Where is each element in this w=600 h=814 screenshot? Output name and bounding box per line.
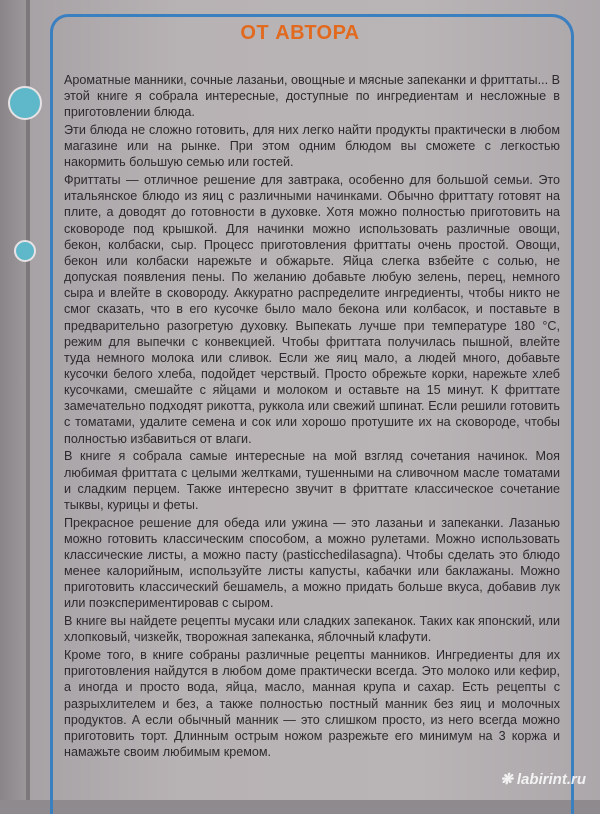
paragraph: Эти блюда не сложно готовить, для них легко найти продукты практически в любом магазине или на рынке. При этом одним блюдом вы сможете с легкостью накормить большую семью или гостей. bbox=[64, 123, 560, 170]
decorative-circle bbox=[8, 86, 42, 120]
page-edge-shadow bbox=[26, 0, 30, 800]
paragraph: В книге вы найдете рецепты мусаки или сладких запеканок. Таких как японский, или хлопковый, чизкейк, творожная запеканка, яблочный клафути. bbox=[64, 614, 560, 645]
watermark bbox=[500, 770, 586, 788]
labirint-logo-icon: ❋ bbox=[500, 771, 513, 788]
paragraph: Кроме того, в книге собраны различные рецепты манников. Ингредиенты для их приготовления найдутся в любом доме практически всегда. Это молоко или кефир, а иногда и просто вода, яйца, масло, манная крупа и сахар. Есть рецепты с разрыхлителем и без, а также полностью постный манник без яиц и молочных продуктов. А если обычный манник — это слишком просто, из него всегда можно приготовить торт. Длинным острым ножом разрежьте его минимум на 3 коржа и намажьте своим любимым кремом. bbox=[64, 648, 560, 759]
paragraph: Фриттаты — отличное решение для завтрака, особенно для большой семьи. Это итальянское блюдо из яиц с различными начинками. Обычно фриттату готовят на плите, а доводят до готовности в духовке. Хотя можно полностью приготовить на сковороде под крышкой. Для начинки можно использовать различные овощи, бекон, колбаски, сыр. Процесс приготовления фриттаты очень простой. Овощи, бекон или колбаски нарежьте и обжарьте. Яйца слегка взбейте с солью, не допуская появления пены. По желанию добавьте любую зелень, перец, немного сыра и влейте в сковороду. Аккуратно распределите ингредиенты, чтобы никто не смог сказать, что в его кусочке было мало бекона или колбасок, и поставьте в предварительно разогретую духовку. Выпекать лучше при температуре 180 °С, режим для выпечки с конвекцией. Чтобы фриттата получилась пышной, влейте туда немного молока или сливок. Если же яиц мало, а людей много, добавьте кусочки белого хлеба, подойдет черствый. Просто обрежьте корки, нарежьте хлеб кусочками, смешайте с яйцами и молоком и оставьте на 15 минут. К фриттате замечательно подходят рикотта, руккола или свежий шпинат. Если решили готовить с томатами, удалите семена и сок или хорошо протушите их на сковороде, чтобы полностью избавиться от влаги. bbox=[64, 173, 560, 446]
watermark-text: labirint.ru bbox=[516, 771, 586, 788]
page-gutter bbox=[0, 0, 26, 800]
decorative-circle-small bbox=[14, 240, 36, 262]
paragraph: В книге я собрала самые интересные на мой взгляд сочетания начинок. Моя любимая фриттата с целыми желтками, тушенными на сливочном масле томатами и сладким перцем. Также интересно звучит в фриттате классическое сочетание тыквы, курицы и феты. bbox=[64, 449, 560, 512]
paragraph: Ароматные манники, сочные лазаньи, овощные и мясные запеканки и фриттаты... В этой книге я собрала интересные, доступные по ингредиентам и несложные в приготовлении блюда. bbox=[64, 73, 560, 120]
paragraph: Прекрасное решение для обеда или ужина — это лазаньи и запеканки. Лазанью можно готовить классическим способом, а можно рулетами. Можно использовать классические листы, а можно пасту (pasticchedilasagna). Чтобы сделать это блюдо менее калорийным, используйте листы капусты, кабачки или баклажаны. Можно приготовить классический бешамель, а можно придать больше вкуса, добавив лук или поэкспериментировав с сыром. bbox=[64, 515, 560, 611]
body-text bbox=[64, 72, 560, 762]
page-title: ОТ АВТОРА bbox=[240, 22, 360, 44]
